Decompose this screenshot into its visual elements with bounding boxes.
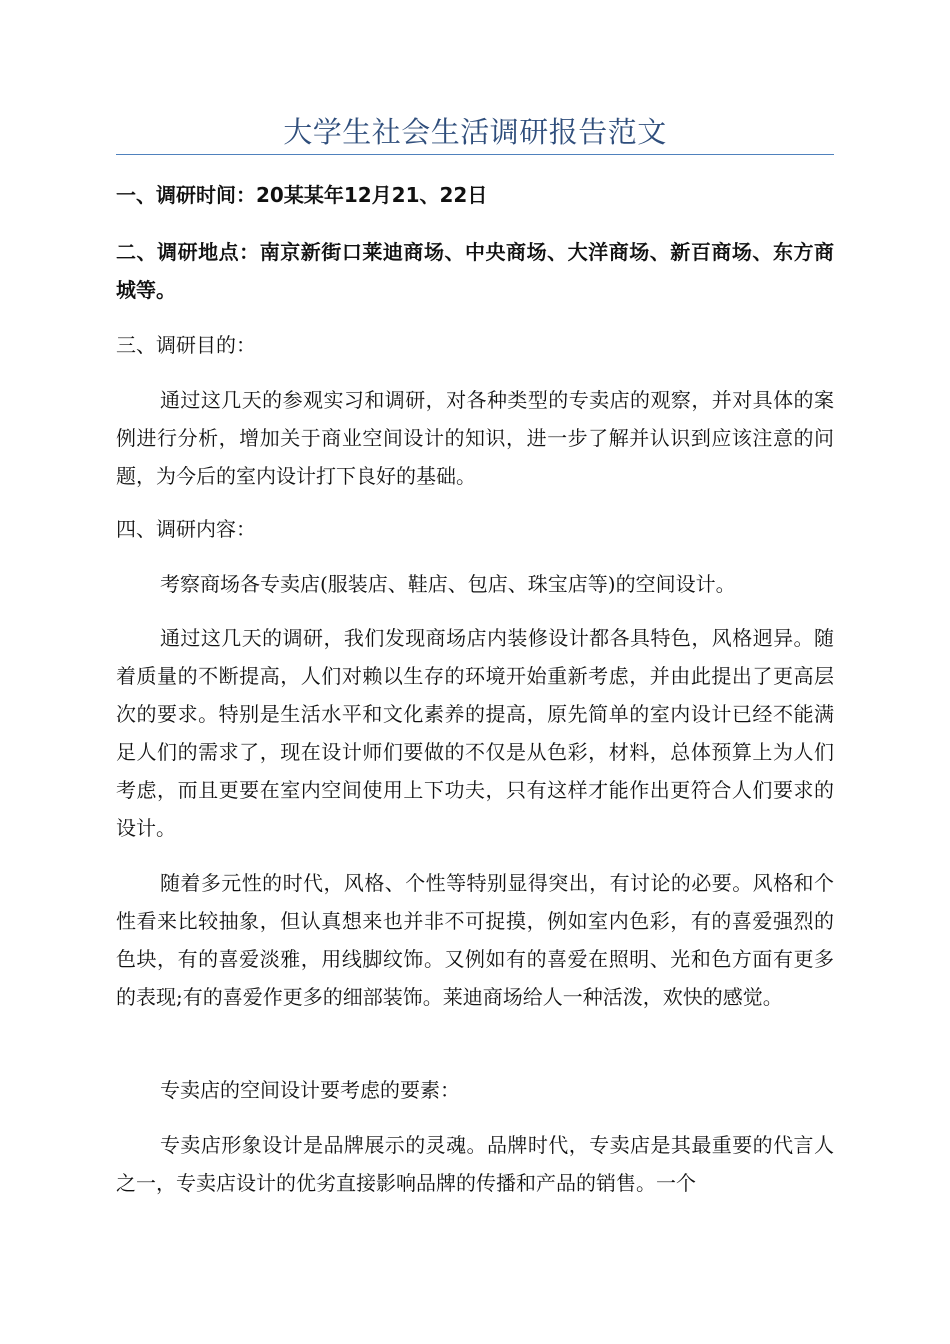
content-paragraph-2: 通过这几天的调研，我们发现商场店内装修设计都各具特色，风格迥异。随着质量的不断提高，人们对赖以生存的环境开始重新考虑，并由此提出了更高层次的要求。特别是生活水平和文化素养的提高，原先简单的室内设计已经不能满足人们的需求了，现在设计师们要做的不仅是从色彩，材料，总体预算上为人们考虑，而且更要在室内空间使用上下功夫，只有这样才能作出更符合人们要求的设计。 bbox=[116, 626, 834, 840]
elements-heading: 专卖店的空间设计要考虑的要素： bbox=[160, 1078, 460, 1102]
research-time: 一、调研时间：20某某年12月21、22日 bbox=[116, 183, 488, 207]
research-location: 二、调研地点：南京新街口莱迪商场、中央商场、大洋商场、新百商场、东方商城等。 bbox=[116, 240, 834, 302]
elements-paragraph: 专卖店形象设计是品牌展示的灵魂。品牌时代，专卖店是其最重要的代言人之一，专卖店设计的优劣直接影响品牌的传播和产品的销售。一个 bbox=[116, 1133, 834, 1195]
content-paragraph-3: 随着多元性的时代，风格、个性等特别显得突出，有讨论的必要。风格和个性看来比较抽象，但认真想来也并非不可捉摸，例如室内色彩，有的喜爱强烈的色块，有的喜爱淡雅，用线脚纹饰。又例如有的喜爱在照明、光和色方面有更多的表现;有的喜爱作更多的细部装饰。莱迪商场给人一种活泼，欢快的感觉。 bbox=[116, 871, 834, 1009]
content-paragraph-1: 考察商场各专卖店(服装店、鞋店、包店、珠宝店等)的空间设计。 bbox=[160, 572, 736, 596]
purpose-paragraph: 通过这几天的参观实习和调研，对各种类型的专卖店的观察，并对具体的案例进行分析，增加关于商业空间设计的知识，进一步了解并认识到应该注意的问题，为今后的室内设计打下良好的基础。 bbox=[116, 388, 834, 488]
content-heading: 四、调研内容： bbox=[116, 517, 256, 541]
purpose-heading: 三、调研目的： bbox=[116, 333, 256, 357]
document-title: 大学生社会生活调研报告范文 bbox=[283, 115, 667, 149]
title-divider bbox=[116, 154, 834, 155]
